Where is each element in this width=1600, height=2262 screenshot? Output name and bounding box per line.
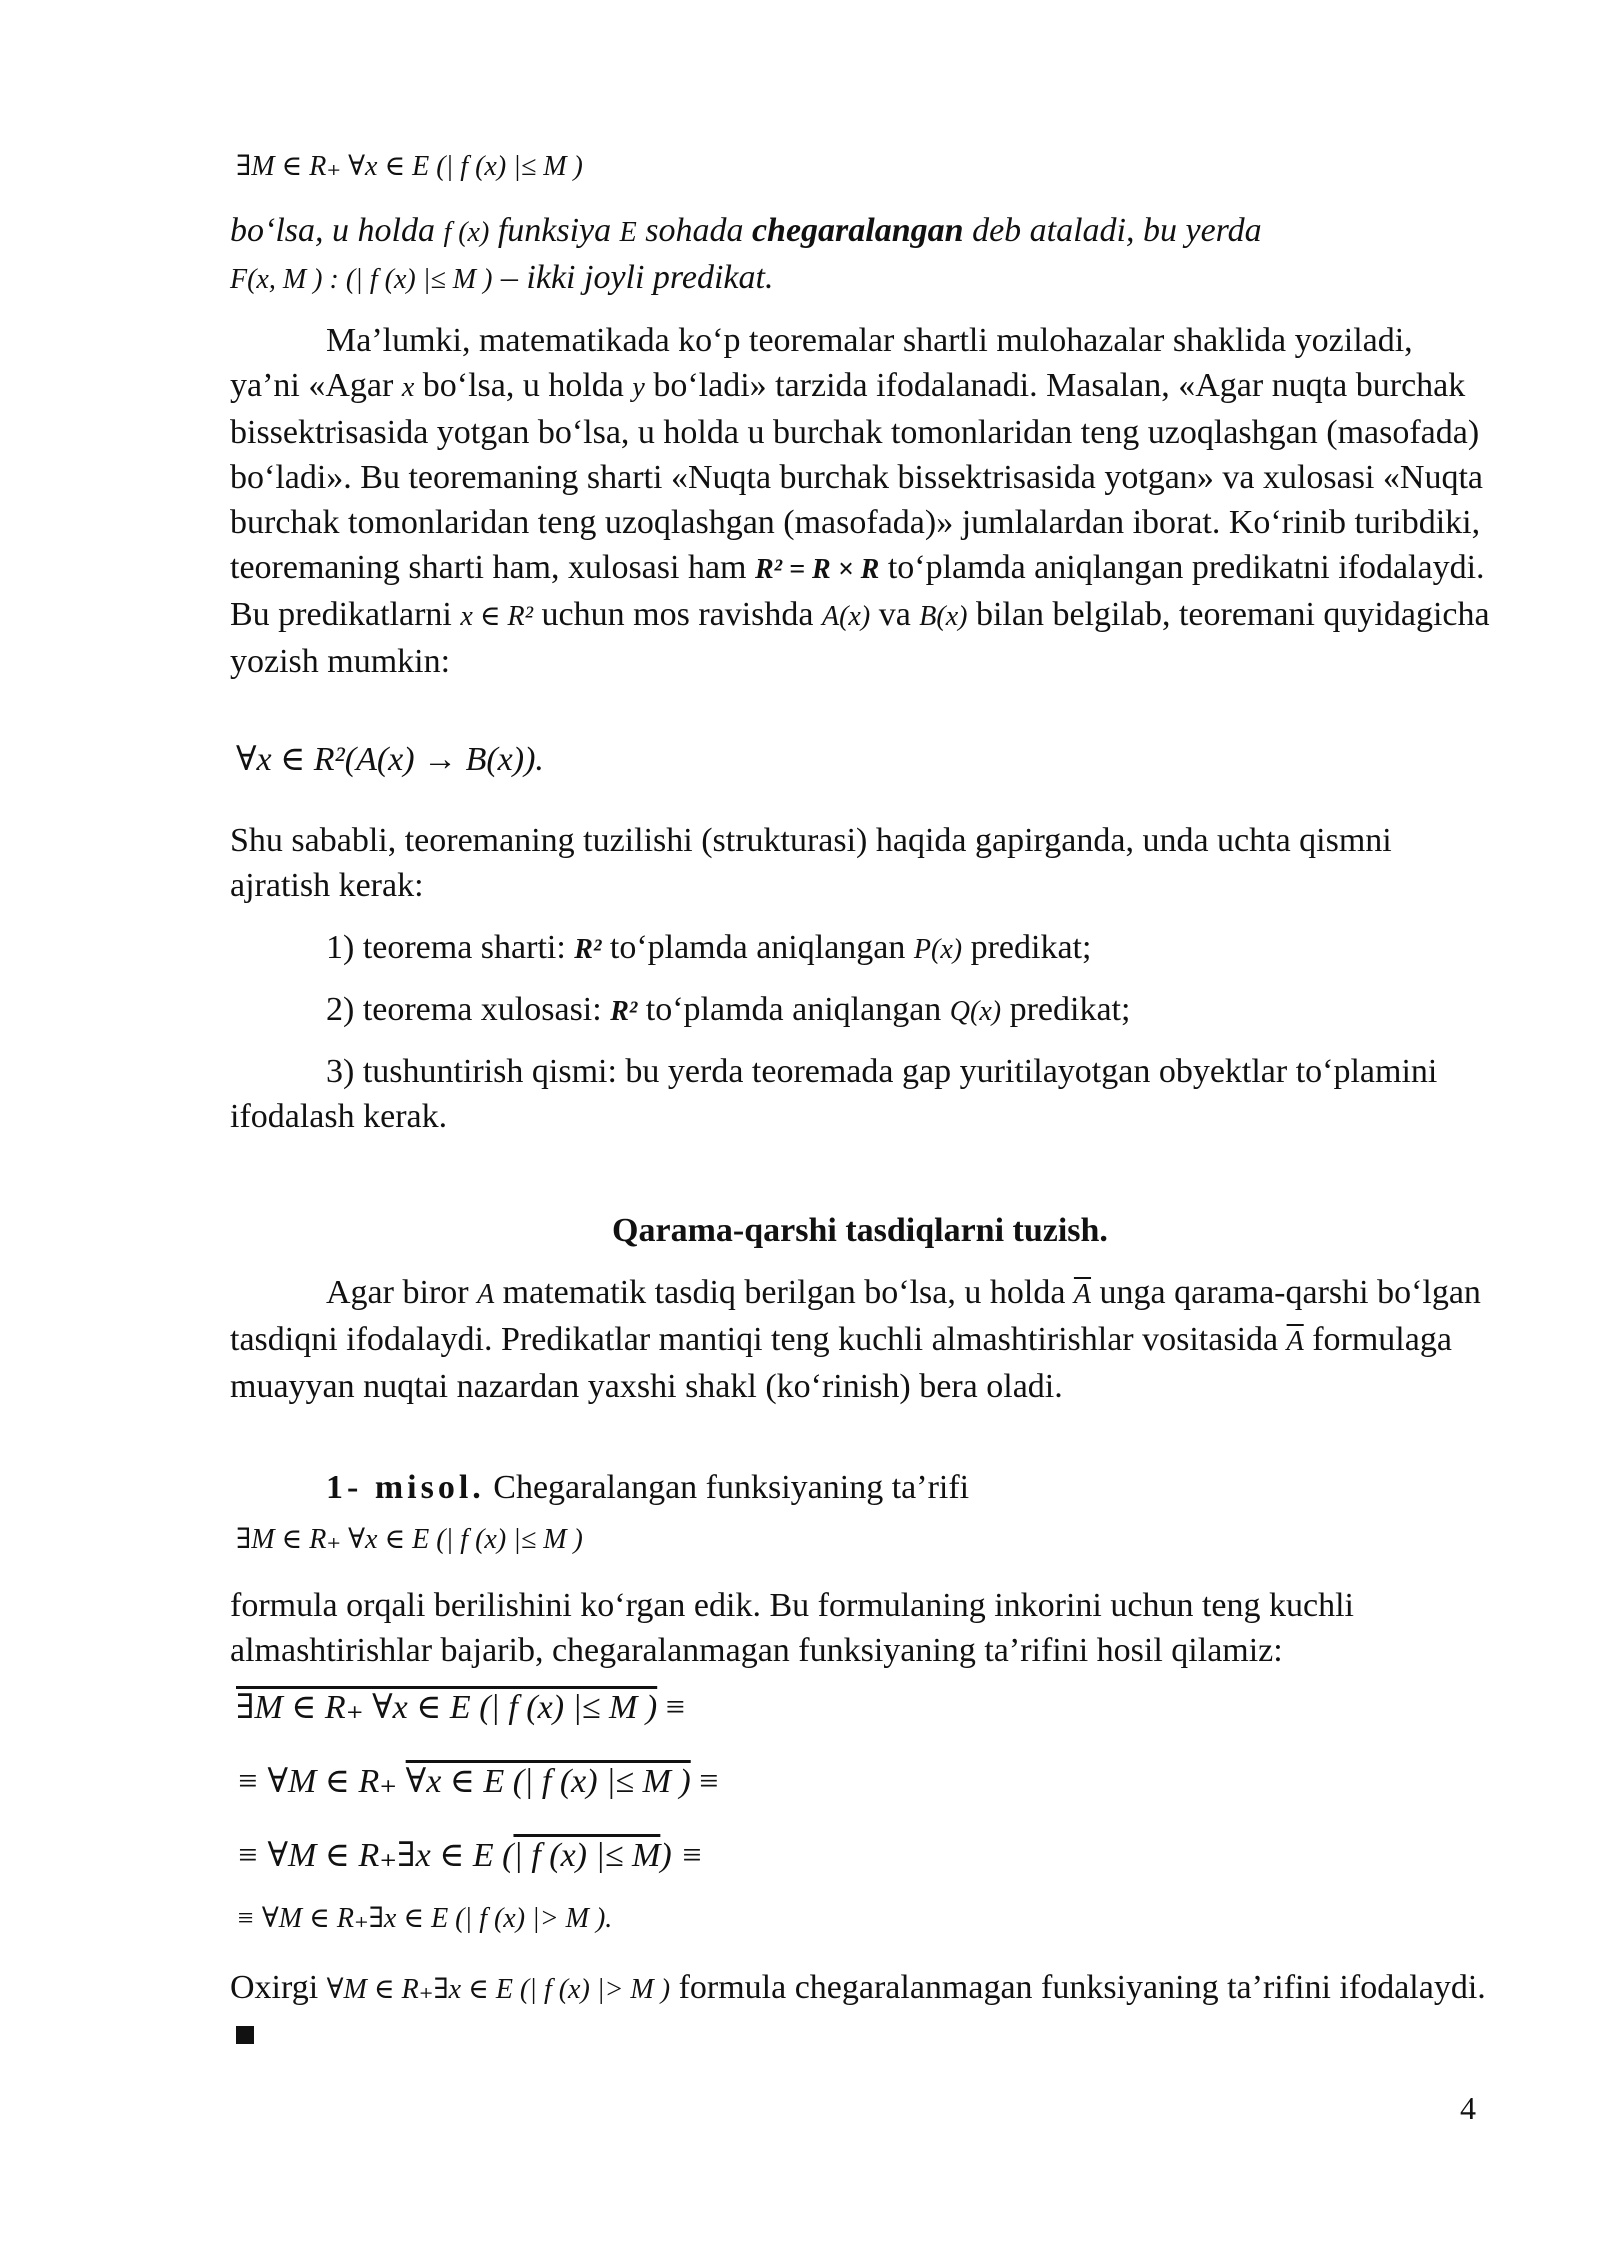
text: matematik tasdiq berilgan bo‘lsa, u holda <box>502 1274 1066 1311</box>
text: – ikki joyli predikat. <box>500 259 774 296</box>
page-number: 4 <box>1460 2090 1476 2126</box>
text: Chegaralangan funksiyaning ta’rifi <box>493 1469 970 1506</box>
chain-line-4: ≡ ∀M ∈ R₊∃x ∈ E (| f (x) |> M ). <box>236 1903 613 1934</box>
text: formulaga muayyan nuqtai nazardan yaxshi shakl (ko‘rinish) bera oladi. <box>230 1321 1452 1405</box>
math-predicate-F: F(x, M ) : (| f (x) |≤ M ) <box>230 264 493 295</box>
text: funksiya <box>497 212 612 249</box>
text: predikat; <box>970 929 1092 966</box>
math-A: A(x) <box>822 601 871 632</box>
text: bo‘lsa, u holda <box>422 367 624 404</box>
list-item-conclusion <box>230 987 1490 1034</box>
math-R2: R² = R × R <box>755 554 880 585</box>
text: va <box>878 596 911 633</box>
text: bo‘lsa, u holda <box>230 212 435 249</box>
formula-theorem: ∀x ∈ R²(A(x) → B(x)). <box>236 741 544 778</box>
formula-bounded-again: ∃M ∈ R₊ ∀x ∈ E (| f (x) |≤ M ) <box>236 1524 583 1555</box>
text: 2) teorema xulosasi: <box>326 991 602 1028</box>
text: bilan belgilab, teoremani quyidagicha yozish mumkin: <box>230 596 1490 680</box>
example-title <box>230 1465 1490 1510</box>
paragraph-conclusion <box>230 1965 1490 2057</box>
math-Q: Q(x) <box>949 996 1002 1027</box>
math-R2: R² <box>574 934 602 965</box>
chain-line-1 <box>236 1688 685 1728</box>
example-label: 1- misol. <box>326 1469 485 1506</box>
text: Ma’lumki, matematikada ko‘p teoremalar shartli mulohazalar shaklida yoziladi, ya’ni «Agar <box>230 322 1413 404</box>
list-item-explanation: 3) tushuntirish qismi: bu yerda teoremada gap yuritilayotgan obyektlar to‘plamini ifodalash kerak. <box>230 1053 1438 1135</box>
prefix: ≡ ∀M ∈ R₊ <box>236 1763 406 1800</box>
math-A-bar: $\overline{A}$ <box>1073 1279 1092 1310</box>
paragraph-theorems <box>230 318 1490 684</box>
list-item-condition <box>230 925 1490 972</box>
chain-line-3 <box>236 1836 703 1876</box>
section-heading: Qarama-qarshi tasdiqlarni tuzish. <box>612 1212 1108 1249</box>
text: predikat; <box>1009 991 1131 1028</box>
math-A-bar: $\overline{A}$ <box>1286 1326 1304 1357</box>
text: Agar biror <box>326 1274 469 1311</box>
text: unga qarama-qarshi bo‘lgan tasdiqni ifodalaydi. Predikatlar mantiqi teng kuchli almashtirishlar vositasida <box>230 1274 1481 1358</box>
negated-part: ∀x ∈ E (| f (x) |≤ M ) <box>405 1763 691 1800</box>
text: 1) teorema sharti: <box>326 929 566 966</box>
math-R2: R² <box>610 996 638 1027</box>
math-A: A <box>477 1279 495 1310</box>
math-fx: f (x) <box>443 217 490 248</box>
text: deb ataladi, bu yerda <box>972 212 1262 249</box>
math-B: B(x) <box>919 601 968 632</box>
math-P: P(x) <box>913 934 963 965</box>
paragraph-structure: Shu sababli, teoremaning tuzilishi (strukturasi) haqida gapirganda, unda uchta qismni ajratish kerak: <box>230 822 1392 904</box>
end-of-proof-square <box>236 2026 254 2044</box>
negated-part: | f (x) |≤ M <box>513 1837 661 1874</box>
math-x-in-R2: x ∈ R² <box>460 601 534 632</box>
paragraph-negation <box>230 1270 1490 1409</box>
text: bo‘ladi» tarzida ifodalanadi. Masalan, «Agar nuqta burchak bissektrisasida yotgan bo‘lsa, u holda u burchak tomonlaridan teng uzoqlashgan (masofada) bo‘ladi». Bu teoremaning sharti «Nuqta burchak bissektrisasida yotgan» va xulosasi «Nuqta burchak tomonlaridan teng uzoqlashgan (masofada)» jumlalardan iborat. Ko‘rinib turibdiki, teoremaning sharti ham, xulosasi ham <box>230 367 1484 586</box>
equiv: ≡ <box>690 1763 719 1800</box>
text: uchun mos ravishda <box>541 596 814 633</box>
bold-term: chegaralangan <box>751 212 964 249</box>
text: formula chegaralanmagan funksiyaning ta’rifini ifodalaydi. <box>678 1969 1486 2006</box>
text: to‘plamda aniqlangan predikatni ifodalaydi. Bu predikatlarni <box>230 549 1485 633</box>
equiv: ≡ <box>657 1689 685 1726</box>
math-y: y <box>632 372 645 403</box>
text: to‘plamda aniqlangan <box>609 929 906 966</box>
chain-line-2 <box>236 1762 718 1802</box>
paragraph-bounded-definition <box>230 208 1490 302</box>
math-unbounded: ∀M ∈ R₊∃x ∈ E (| f (x) |> M ) <box>326 1974 671 2005</box>
formula-bounded-definition: ∃M ∈ R₊ ∀x ∈ E (| f (x) |≤ M ) <box>236 151 583 182</box>
prefix: ≡ ∀M ∈ R₊∃x ∈ E ( <box>236 1837 514 1874</box>
text: to‘plamda aniqlangan <box>645 991 942 1028</box>
math-E: E <box>619 217 637 248</box>
negated-formula: ∃M ∈ R₊ ∀x ∈ E (| f (x) |≤ M ) <box>236 1689 658 1726</box>
paragraph-negation-intro: formula orqali berilishini ko‘rgan edik. Bu formulaning inkorini uchun teng kuchli almashtirishlar bajarib, chegaralanmagan funksiyaning ta’rifini hosil qilamiz: <box>230 1587 1354 1669</box>
math-x: x <box>401 372 415 403</box>
text: Oxirgi <box>230 1969 319 2006</box>
suffix: ) ≡ <box>660 1837 704 1874</box>
text: sohada <box>645 212 744 249</box>
